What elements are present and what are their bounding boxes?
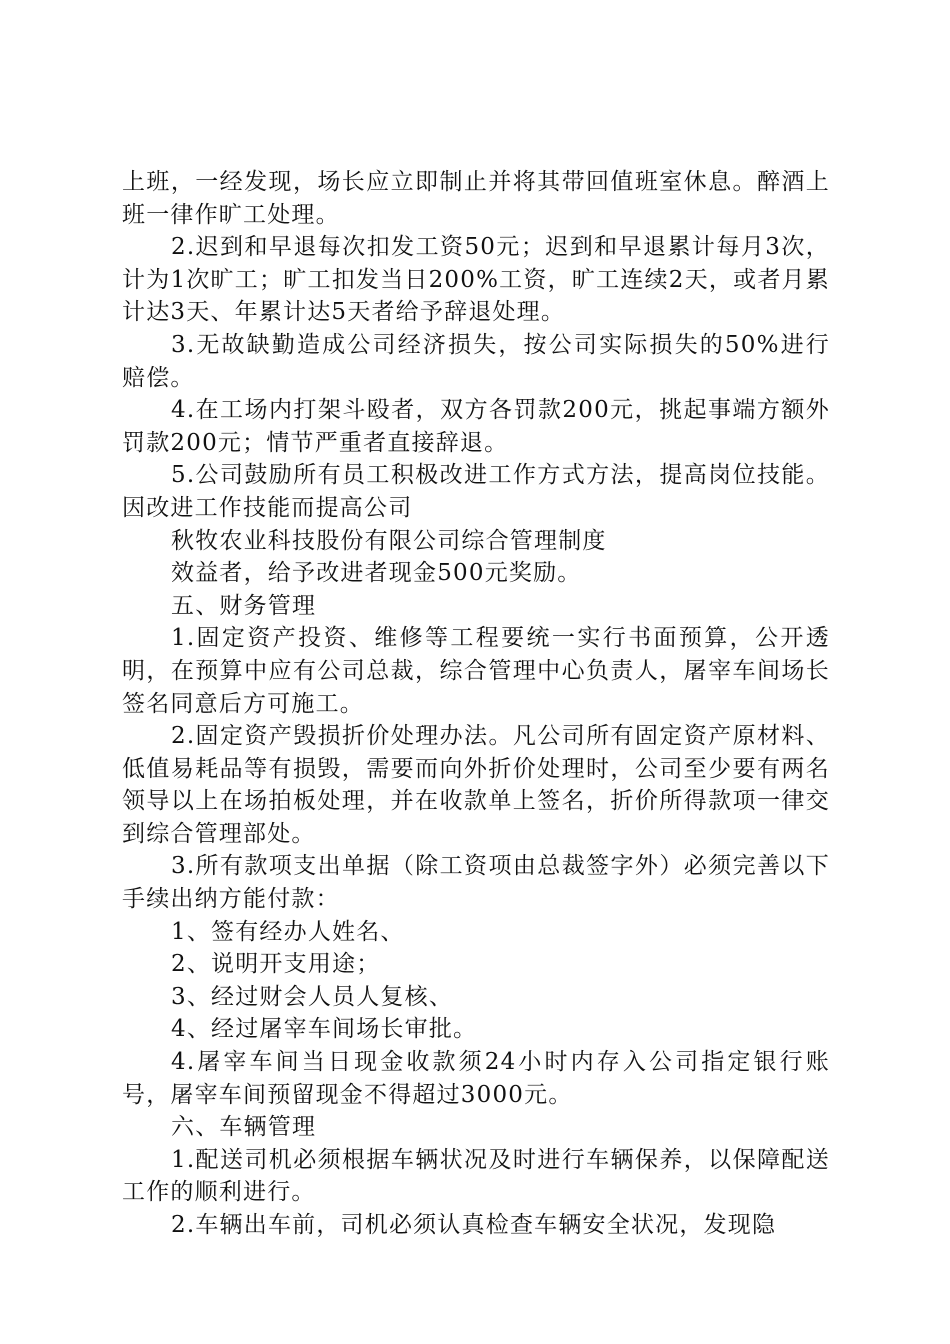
paragraph: 3.无故缺勤造成公司经济损失，按公司实际损失的50%进行赔偿。 (122, 331, 830, 391)
section-heading: 五、财务管理 (171, 592, 317, 619)
paragraph: 上班，一经发现，场长应立即制止并将其带回值班室休息。醉酒上班一律作旷工处理。 (122, 169, 830, 228)
paragraph: 3.所有款项支出单据（除工资项由总裁签字外）必须完善以下手续出纳方能付款： (122, 853, 830, 913)
paragraph: 5.公司鼓励所有员工积极改进工作方式方法，提高岗位技能。因改进工作技能而提高公司 (122, 462, 830, 521)
document-body (122, 166, 830, 1242)
list-item: 3、经过财会人员人复核、 (171, 983, 454, 1010)
list-item: 4、经过屠宰车间场长审批。 (171, 1016, 478, 1043)
paragraph: 效益者，给予改进者现金500元奖励。 (171, 560, 582, 587)
paragraph: 2.固定资产毁损折价处理办法。凡公司所有固定资产原材料、低值易耗品等有损毁，需要而向外折价处理时，公司至少要有两名领导以上在场拍板处理，并在收款单上签名，折价所得款项一律交到综合管理部处。 (122, 723, 830, 847)
paragraph: 1.固定资产投资、维修等工程要统一实行书面预算，公开透明，在预算中应有公司总裁，综合管理中心负责人，屠宰车间场长签名同意后方可施工。 (122, 625, 830, 717)
list-item: 1、签有经办人姓名、 (171, 918, 405, 945)
paragraph: 1.配送司机必须根据车辆状况及时进行车辆保养，以保障配送工作的顺利进行。 (122, 1146, 830, 1206)
running-header-text: 秋牧农业科技股份有限公司综合管理制度 (171, 527, 607, 554)
paragraph: 4.屠宰车间当日现金收款须24小时内存入公司指定银行账号，屠宰车间预留现金不得超过3000元。 (122, 1049, 830, 1108)
paragraph: 2.迟到和早退每次扣发工资50元；迟到和早退累计每月3次，计为1次旷工；旷工扣发当日200%工资，旷工连续2天，或者月累计达3天、年累计达5天者给予辞退处理。 (122, 234, 830, 326)
section-heading: 六、车辆管理 (171, 1114, 317, 1141)
paragraph: 4.在工场内打架斗殴者，双方各罚款200元，挑起事端方额外罚款200元；情节严重者直接辞退。 (122, 397, 830, 456)
paragraph: 2.车辆出车前，司机必须认真检查车辆安全状况，发现隐 (171, 1212, 777, 1238)
list-item: 2、说明开支用途； (171, 951, 381, 978)
